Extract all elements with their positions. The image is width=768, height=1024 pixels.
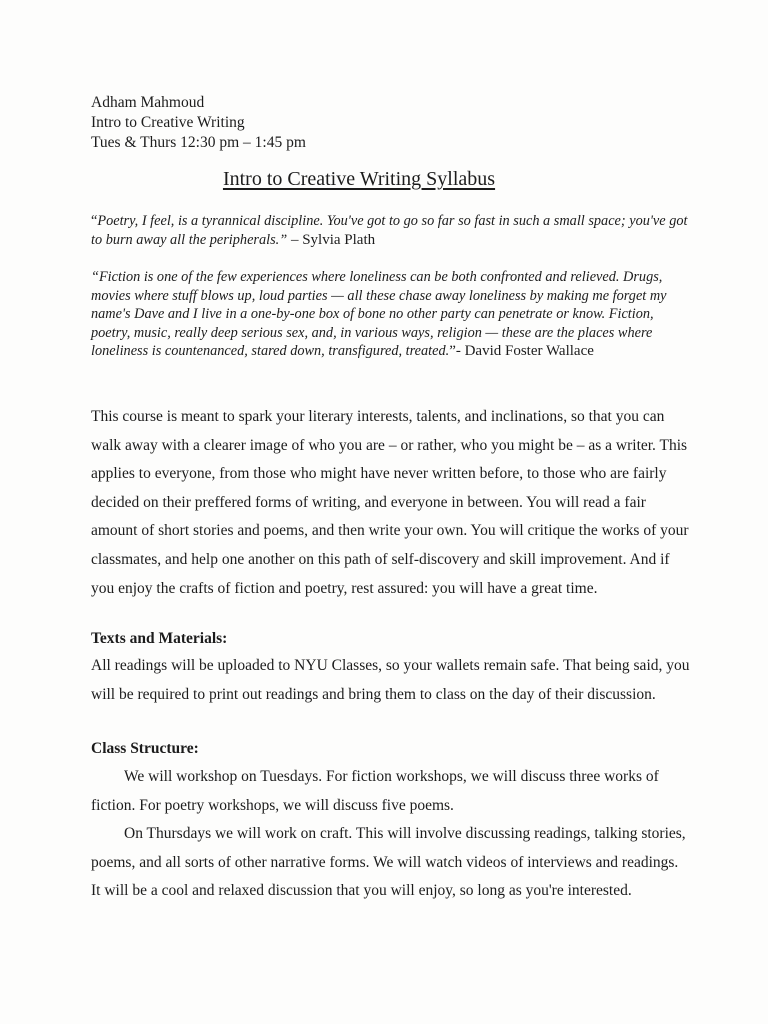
section-heading-class-structure: Class Structure: bbox=[91, 740, 199, 757]
texts-materials-body: All readings will be uploaded to NYU Classes, so your wallets remain safe. That being said, you will be required to print out readings and bring them to class on the day of their discussion. bbox=[91, 657, 690, 703]
course-name: Intro to Creative Writing bbox=[91, 114, 245, 131]
document-title: Intro to Creative Writing Syllabus bbox=[222, 168, 496, 190]
quote-text: Poetry, I feel, is a tyrannical discipline. You've got to go so far so fast in such a small space; you've got to burn away all the peripherals.” bbox=[91, 213, 688, 248]
quote-open-mark: “ bbox=[91, 213, 98, 229]
document-header bbox=[91, 93, 306, 153]
author-name: Adham Mahmoud bbox=[91, 94, 205, 111]
class-structure-paragraph: On Thursdays we will work on craft. This will involve discussing readings, talking stories, poems, and all sorts of other narrative forms. We will watch videos of interviews and readings. It will be a cool and relaxed discussion that you will enjoy, so long as you're interested. bbox=[91, 825, 686, 900]
quote-attribution: – Sylvia Plath bbox=[287, 231, 376, 248]
class-structure-paragraph: We will workshop on Tuesdays. For fiction workshops, we will discuss three works of fiction. For poetry workshops, we will discuss five poems. bbox=[91, 768, 659, 814]
section-heading-texts: Texts and Materials: bbox=[91, 630, 228, 647]
class-schedule: Tues & Thurs 12:30 pm – 1:45 pm bbox=[91, 134, 306, 151]
quote-text: “Fiction is one of the few experiences where loneliness can be both confronted and relieved. Drugs, movies where stuff blows up, loud parties — all these chase away loneliness by making me forget my name's Dave and I live in a one-by-one box of bone no other party can penetrate or know. Fiction, poetry, music, really deep serious sex, and, in various ways, religion — these are the places where loneliness is countenanced, stared down, transfigured, treated. bbox=[91, 269, 667, 360]
course-description: This course is meant to spark your literary interests, talents, and inclinations, so that you can walk away with a clearer image of who you are – or rather, who you might be – as a writer. This applies to everyone, from those who might have never written before, to those who are fairly decided on their preffered forms of writing, and everyone in between. You will read a fair amount of short stories and poems, and then write your own. You will critique the works of your classmates, and help one another on this path of self-discovery and skill improvement. And if you enjoy the crafts of fiction and poetry, rest assured: you will have a great time. bbox=[91, 408, 689, 597]
epigraph-quote bbox=[91, 212, 691, 249]
epigraph-quote bbox=[91, 268, 691, 361]
quote-attribution: ”- David Foster Wallace bbox=[449, 343, 594, 360]
